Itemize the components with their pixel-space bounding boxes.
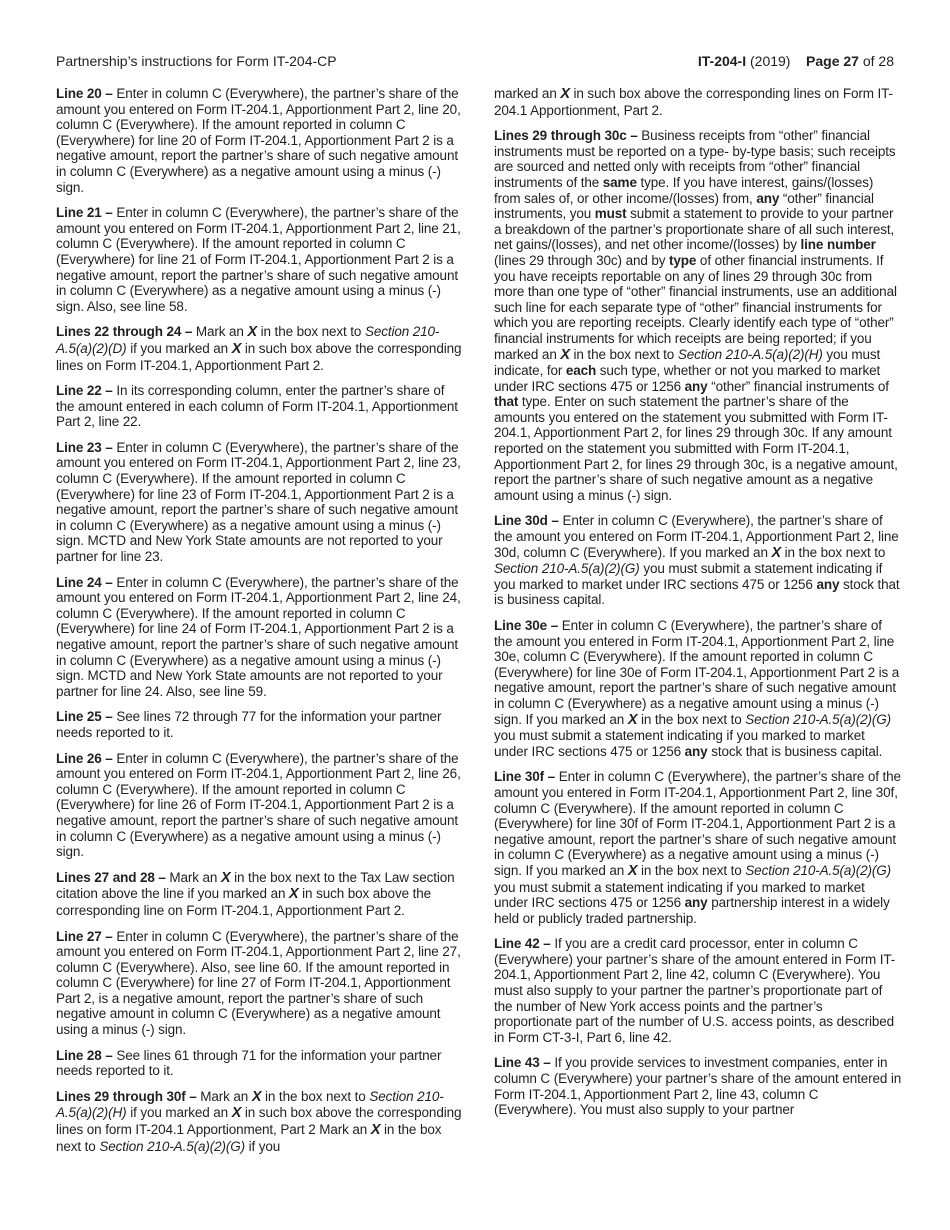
text-segment: Mark an: [192, 324, 248, 340]
x-mark: X: [560, 346, 570, 363]
x-mark: X: [370, 1122, 381, 1139]
emphasis: line number: [800, 237, 876, 253]
text-segment: in the box next to: [781, 544, 886, 560]
emphasis: any: [684, 895, 708, 911]
paragraph-line-30d: [494, 513, 902, 608]
paragraph-heading: Line 25 –: [56, 709, 113, 725]
text-segment: (lines 29 through 30c) and by: [494, 252, 670, 268]
text-segment: stock that is business capital.: [707, 743, 883, 759]
text-segment: See lines 72 through 77 for the information your partner needs reported to it.: [56, 709, 442, 740]
text-segment: Mark an: [165, 869, 221, 885]
text-segment: marked an: [494, 86, 561, 101]
x-mark: X: [251, 1088, 262, 1105]
text-segment: such type, whether or not you marked to market under IRC sections 475 or 1256: [494, 363, 881, 394]
x-mark: X: [771, 544, 782, 561]
text-segment: you must submit a statement indicating if you marked to market under IRC sections 475 or 1256: [494, 561, 883, 592]
text-segment: Enter in column C (Everywhere), the partner’s share of the amount you entered on Form IT-204.1, Apportionment Part 2, line 30d, column C (Everywhere). If you marked an: [494, 513, 899, 560]
emphasis: any: [816, 576, 840, 592]
x-mark: X: [288, 886, 299, 903]
text-segment: type. If you have interest, gains/(losses) from sales of, or other income/(losses) from,: [494, 174, 874, 206]
text-segment: in such box above the corresponding lines on Form IT-204.1, Apportionment Part 2.: [56, 340, 462, 373]
section-citation: Section 210-A.5(a)(2)(G): [745, 862, 891, 878]
paragraph-line-22: [56, 383, 464, 430]
emphasis: must: [594, 206, 627, 222]
paragraph-line-25: [56, 709, 464, 740]
section-citation: Section 210-A.5(a)(2)(G): [99, 1138, 246, 1154]
text-segment: in the box next to: [56, 1122, 442, 1154]
paragraph-heading: Line 30d –: [494, 513, 559, 529]
paragraph-heading: Lines 29 through 30f –: [56, 1088, 197, 1104]
page-total: of 28: [862, 53, 894, 69]
text-segment: you must indicate, for: [494, 346, 881, 379]
section-citation: Section 210-A.5(a)(2)(H): [677, 346, 823, 362]
section-citation: Section 210-A.5(a)(2)(H): [56, 1088, 444, 1121]
text-segment: “other” financial instruments, you: [494, 190, 874, 222]
paragraph-line-20: [56, 86, 464, 195]
paragraph-heading: Line 26 –: [56, 750, 113, 766]
paragraph-heading: Line 42 –: [494, 936, 551, 952]
emphasis: any: [684, 743, 708, 759]
text-segment: “other” financial instruments of: [707, 378, 889, 394]
text-segment: Mark an: [196, 1088, 252, 1104]
text-segment: Enter in column C (Everywhere), the partner’s share of the amount you entered in Form IT-204.1, Apportionment Part 2, line 30f, column C (Everywhere). If the amount reported in column C (Everywhere) for line 30f of Form IT-204.1, Apportionment Part 2 is a negative amount, report the partner’s share of such negative amount in column C (Everywhere) as a negative amount using a minus (-) sign. If you marked an: [494, 769, 901, 878]
paragraph-heading: Line 28 –: [56, 1047, 113, 1063]
paragraph-heading: Line 22 –: [56, 383, 113, 399]
paragraph-heading: Line 23 –: [56, 439, 113, 455]
section-citation: Section 210-A.5(a)(2)(G): [494, 561, 640, 577]
paragraph-line-26: [56, 751, 464, 860]
text-segment: if you: [245, 1138, 281, 1154]
text-segment: partnership interest in a widely held or publicly traded partnership.: [494, 895, 890, 926]
paragraph-lines-29-through-30c: [494, 128, 902, 503]
paragraph-continued: [494, 86, 902, 118]
document-title: Partnership’s instructions for Form IT-204-CP: [56, 53, 337, 69]
emphasis: any: [756, 190, 780, 206]
paragraph-heading: Line 21 –: [56, 205, 113, 221]
text-segment: of other financial instruments. If you have receipts reportable on any of lines 29 through 30c from more than one type of “other” financial instruments, use an additional such line for each separate type of “other” financial instruments for which you are reporting receipts. Clearly identify each type of “other” financial instruments for which receipts are being reported; if you marked an: [494, 252, 897, 362]
text-segment: in the box next to: [569, 346, 678, 362]
text-segment: in such box above the corresponding lines on form IT-204.1 Apportionment, Part 2 Mark an: [56, 1105, 462, 1138]
text-segment: Enter in column C (Everywhere), the partner’s share of the amount you entered on Form IT-204.1, Apportionment Part 2, line 23, column C (Everywhere). If the amount reported in column C (Everywhere) for line 23 of Form IT-204.1, Apportionment Part 2 is a negative amount, report the partner’s share of such negative amount in column C (Everywhere) as a negative amount using a minus (-) sign. MCTD and New York State amounts are not reported to your partner for line 23.: [56, 439, 461, 565]
paragraph-heading: Lines 27 and 28 –: [56, 869, 166, 885]
x-mark: X: [231, 340, 242, 357]
text-segment: In its corresponding column, enter the partner’s share of the amount entered in each column of Form IT-204.1, Apportionment Part 2, line 22.: [56, 383, 458, 430]
x-mark: X: [220, 869, 231, 886]
emphasis: that: [494, 394, 519, 410]
paragraph-line-30e: [494, 618, 902, 759]
paragraph-heading: Line 30e –: [494, 618, 559, 633]
paragraph-line-27: [56, 929, 464, 1038]
text-segment: If you are a credit card processor, enter in column C (Everywhere) your partner’s share of the amount entered in Form IT-204.1, Apportionment Part 2, line 42, column C (Everywhere). You must also supply to your partner the partner’s proportionate part of the number of New York access points and the partner’s proportionate part of the number of U.S. access points, as described in Form CT-3-I, Part 6, line 42.: [494, 936, 896, 1045]
page-reference: [698, 52, 894, 70]
paragraph-heading: Lines 29 through 30c –: [494, 128, 638, 144]
x-mark: X: [627, 862, 638, 879]
paragraph-heading: Line 30f –: [494, 769, 556, 785]
paragraph-heading: Line 27 –: [56, 928, 113, 944]
text-segment: in the box next to: [261, 1088, 370, 1104]
section-citation: Section 210-A.5(a)(2)(D): [56, 324, 440, 356]
text-segment: in the box next to: [637, 862, 746, 878]
paragraph-lines-29-through-30f: [56, 1089, 464, 1154]
text-segment: if you marked an: [126, 1105, 232, 1121]
text-segment: in such box above the corresponding line on Form IT-204.1, Apportionment Part 2.: [56, 886, 431, 918]
emphasis: each: [565, 363, 597, 379]
paragraph-heading: Line 24 –: [56, 574, 113, 590]
text-segment: Enter in column C (Everywhere), the partner’s share of the amount you entered on Form IT-204.1, Apportionment Part 2, line 26, column C (Everywhere). If the amount reported in column C (Everywhere) for line 26 of Form IT-204.1, Apportionment Part 2 is a negative amount, report the partner’s share of such negative amount in column C (Everywhere) as a negative amount using a minus (-) sign.: [56, 750, 461, 860]
paragraph-heading: Line 43 –: [494, 1055, 551, 1071]
section-citation: Section 210-A.5(a)(2)(G): [745, 711, 891, 727]
emphasis: same: [602, 174, 637, 190]
paragraph-lines-27-and-28: [56, 870, 464, 919]
text-segment: if you marked an: [126, 340, 232, 356]
text-segment: Enter in column C (Everywhere), the partner’s share of the amount you entered on Form IT-204.1, Apportionment Part 2, line 20, column C (Everywhere). If the amount reported in column C (Everywhere) for line 20 of Form IT-204.1, Apportionment Part 2 is a negative amount, report the partner’s share of such negative amount in column C (Everywhere) as a negative amount using a minus (-) sign.: [56, 86, 461, 195]
form-year: (2019): [750, 53, 791, 69]
paragraph-line-21: [56, 205, 464, 314]
emphasis: any: [684, 378, 708, 394]
text-segment: you must submit a statement indicating if you marked to market under IRC sections 475 or 1256: [494, 879, 865, 911]
page-number: 27: [843, 53, 859, 69]
text-segment: Enter in column C (Everywhere), the partner’s share of the amount you entered on Form IT-204.1, Apportionment Part 2, line 27, column C (Everywhere). Also, see line 60. If the amount reported in column C (Everywhere) for line 27 of Form IT-204.1, Apportionment Part 2, is a negative amount, report the partner’s share of such negative amount in column C (Everywhere) as a negative amount using a minus (-) sign.: [56, 928, 461, 1038]
paragraph-heading: Line 20 –: [56, 86, 113, 101]
text-segment: you must submit a statement indicating if you marked to market under IRC sections 475 or 1256: [494, 728, 865, 759]
paragraph-line-43: [494, 1055, 902, 1117]
paragraph-lines-22-through-24: [56, 324, 464, 373]
text-segment: in such box above the corresponding lines on Form IT-204.1 Apportionment, Part 2.: [494, 86, 893, 118]
emphasis: type: [669, 252, 697, 268]
text-segment: stock that is business capital.: [494, 576, 900, 608]
paragraph-line-24: [56, 575, 464, 700]
text-segment: If you provide services to investment companies, enter in column C (Everywhere) your partner’s share of the amount entered in Form IT-204.1, Apportionment Part 2, line 43, column C (Everywhere). You must also supply to your partner: [494, 1055, 902, 1118]
paragraph-line-42: [494, 936, 902, 1045]
x-mark: X: [560, 86, 570, 102]
text-segment: submit a statement to provide to your partner a breakdown of the partner’s proportionate share of all such interest, net gains/(losses), and net other income/(losses) by: [494, 206, 895, 253]
text-segment: Enter in column C (Everywhere), the partner’s share of the amount you entered on Form IT-204.1, Apportionment Part 2, line 21, column C (Everywhere). If the amount reported in column C (Everywhere) for line 21 of Form IT-204.1, Apportionment Part 2 is a negative amount, report the partner’s share of such negative amount in column C (Everywhere) as a negative amount using a minus (-) sign. Also, see line 58.: [56, 205, 461, 314]
left-column: [56, 86, 464, 1164]
text-segment: Enter in column C (Everywhere), the partner’s share of the amount you entered on Form IT-204.1, Apportionment Part 2, line 24, column C (Everywhere). If the amount reported in column C (Everywhere) for line 24 of Form IT-204.1, Apportionment Part 2 is a negative amount, report the partner’s share of such negative amount in column C (Everywhere) as a negative amount using a minus (-) sign. MCTD and New York State amounts are not reported to your partner for line 24. Also, see line 59.: [56, 574, 461, 699]
paragraph-line-28: [56, 1048, 464, 1079]
right-column: [494, 86, 902, 1128]
x-mark: X: [247, 324, 258, 341]
paragraph-line-23: [56, 440, 464, 565]
text-segment: in the box next to: [637, 711, 746, 727]
paragraph-line-30f: [494, 769, 902, 926]
text-segment: Business receipts from “other” financial instruments must be reported on a type- by-type basis; such receipts are sourced and netted only with receipts from “other” financial instruments of the: [494, 128, 896, 190]
paragraph-heading: Lines 22 through 24 –: [56, 324, 193, 340]
form-id: IT-204-I: [697, 53, 747, 69]
x-mark: X: [627, 711, 638, 728]
text-segment: Enter in column C (Everywhere), the partner’s share of the amount you entered in Form IT-204.1, Apportionment Part 2, line 30e, column C (Everywhere). If the amount reported in column C (Everywhere) for line 30e of Form IT-204.1, Apportionment Part 2 is a negative amount, report the partner’s share of such negative amount in column C (Everywhere) as a negative amount using a minus (-) sign. If you marked an: [494, 618, 900, 727]
page-word: Page: [806, 53, 840, 69]
text-segment: type. Enter on such statement the partner’s share of the amounts you entered on the statement you submitted with Form IT-204.1, Apportionment Part 2, for lines 29 through 30c. If any amount reported on the statement you submitted with Form IT-204.1, Apportionment Part 2, for lines 29 through 30c, is a negative amount, report the partner’s share of such negative amount as a negative amount using a minus (-) sign.: [494, 394, 898, 503]
text-segment: See lines 61 through 71 for the information your partner needs reported to it.: [56, 1047, 442, 1079]
x-mark: X: [231, 1105, 242, 1122]
text-segment: in the box next to the Tax Law section citation above the line if you marked an: [56, 869, 455, 902]
text-segment: in the box next to: [257, 324, 365, 340]
